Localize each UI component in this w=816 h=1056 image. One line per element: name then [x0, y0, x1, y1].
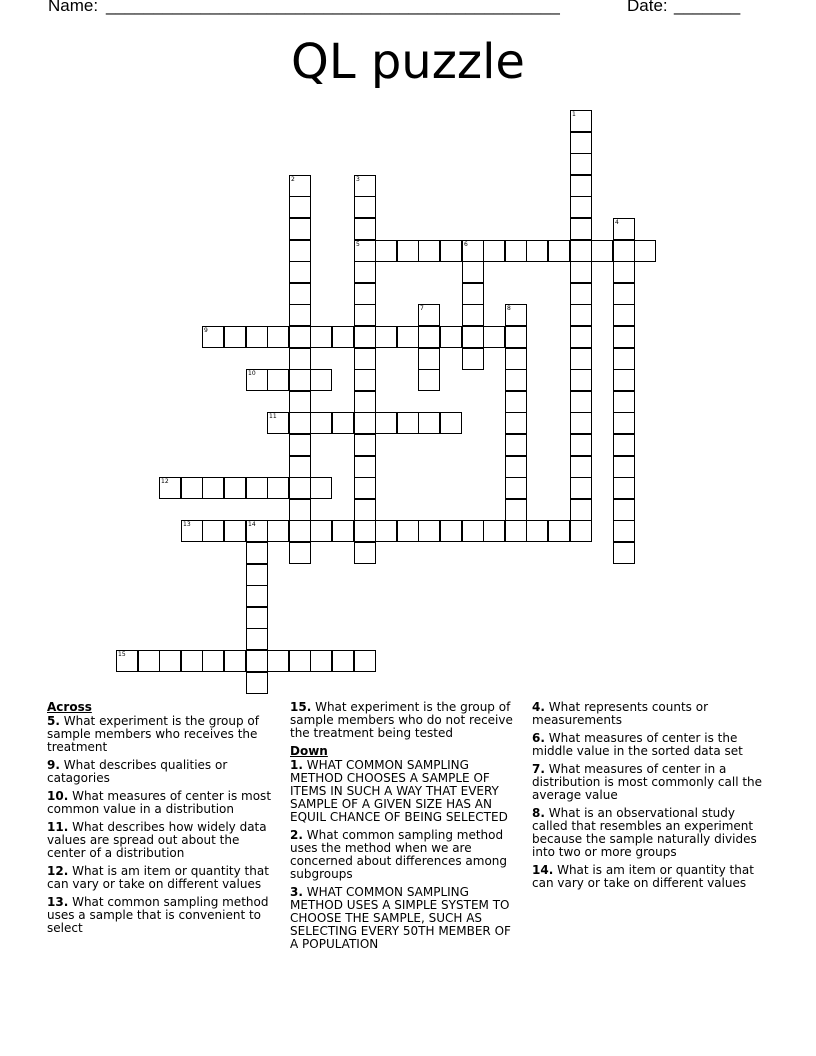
crossword-cell[interactable] — [375, 520, 397, 542]
crossword-cell[interactable] — [310, 650, 332, 672]
crossword-cell[interactable] — [246, 520, 268, 542]
crossword-cell[interactable] — [418, 240, 440, 262]
clue-text: What experiment is the group of sample members who do not receive the treatment being tested — [290, 700, 513, 740]
crossword-cell[interactable] — [505, 326, 527, 348]
crossword-cell[interactable] — [505, 477, 527, 499]
crossword-cell[interactable] — [354, 520, 376, 542]
crossword-cell[interactable] — [181, 650, 203, 672]
clue-text: What is an observational study called that resembles an experiment because the sample naturally divides into two or more groups — [532, 806, 757, 859]
clue-down-2 — [290, 829, 520, 881]
crossword-cell[interactable] — [570, 434, 592, 456]
clue-number: 14. — [532, 863, 554, 877]
clue-text: What common sampling method uses a sample that is convenient to select — [47, 895, 269, 935]
crossword-cell[interactable] — [246, 585, 268, 607]
clue-text: What measures of center in a distribution is most commonly call the average value — [532, 762, 763, 802]
crossword-cell[interactable] — [332, 520, 354, 542]
crossword-cell[interactable] — [613, 477, 635, 499]
crossword-cell[interactable] — [440, 240, 462, 262]
clue-number: 11. — [47, 820, 69, 834]
date-label: Date: — [627, 0, 668, 15]
crossword-cell[interactable] — [224, 650, 246, 672]
crossword-cell[interactable] — [354, 261, 376, 283]
clue-text: What describes how widely data values are spread out about the center of a distribution — [47, 820, 267, 860]
crossword-cell[interactable] — [397, 412, 419, 434]
crossword-cell[interactable] — [505, 412, 527, 434]
clue-text: What measures of center is most common value in a distribution — [47, 789, 272, 816]
crossword-cell[interactable] — [354, 650, 376, 672]
clue-number-label: 6 — [464, 241, 468, 248]
crossword-cell[interactable] — [246, 369, 268, 391]
clue-across-15 — [290, 701, 520, 740]
crossword-cell[interactable] — [505, 304, 527, 326]
crossword-cell[interactable] — [613, 261, 635, 283]
crossword-cell[interactable] — [505, 348, 527, 370]
crossword-cell[interactable] — [289, 412, 311, 434]
clue-number: 6. — [532, 731, 545, 745]
clue-across-10 — [47, 790, 275, 816]
crossword-cell[interactable] — [440, 412, 462, 434]
crossword-cell[interactable] — [570, 369, 592, 391]
clue-number: 15. — [290, 700, 312, 714]
crossword-cell[interactable] — [289, 520, 311, 542]
crossword-cell[interactable] — [462, 520, 484, 542]
crossword-cell[interactable] — [202, 650, 224, 672]
crossword-cell[interactable] — [505, 520, 527, 542]
crossword-cell[interactable] — [354, 412, 376, 434]
crossword-cell[interactable] — [267, 326, 289, 348]
crossword-cell[interactable] — [289, 196, 311, 218]
crossword-cell[interactable] — [418, 369, 440, 391]
clue-number: 13. — [47, 895, 69, 909]
crossword-cell[interactable] — [397, 240, 419, 262]
crossword-cell[interactable] — [289, 456, 311, 478]
crossword-cell[interactable] — [181, 477, 203, 499]
crossword-cell[interactable] — [159, 477, 181, 499]
clue-down-1 — [290, 759, 520, 824]
clue-number: 8. — [532, 806, 545, 820]
crossword-cell[interactable] — [418, 520, 440, 542]
crossword-cell[interactable] — [267, 477, 289, 499]
clue-number: 4. — [532, 700, 545, 714]
crossword-cell[interactable] — [570, 499, 592, 521]
crossword-cell[interactable] — [570, 261, 592, 283]
crossword-cell[interactable] — [354, 240, 376, 262]
clue-across-5 — [47, 715, 275, 754]
clue-text: WHAT COMMON SAMPLING METHOD USES A SIMPLE SYSTEM TO CHOOSE THE SAMPLE, SUCH AS SELECTING EVERY 50TH MEMBER OF A POPULATION — [290, 885, 511, 951]
crossword-cell[interactable] — [570, 153, 592, 175]
date-blank: _______ — [674, 0, 741, 15]
clue-column-1 — [47, 701, 275, 940]
clue-number: 5. — [47, 714, 60, 728]
clue-number: 12. — [47, 864, 69, 878]
clue-section-heading: Across — [47, 700, 92, 714]
name-label: Name: — [48, 0, 99, 15]
crossword-cell[interactable] — [310, 520, 332, 542]
crossword-cell[interactable] — [267, 369, 289, 391]
crossword-cell[interactable] — [613, 499, 635, 521]
crossword-cell[interactable] — [613, 304, 635, 326]
crossword-cell[interactable] — [267, 520, 289, 542]
crossword-cell[interactable] — [138, 650, 160, 672]
clue-number-label: 5 — [356, 241, 360, 248]
crossword-cell[interactable] — [354, 304, 376, 326]
crossword-cell[interactable] — [246, 607, 268, 629]
crossword-cell[interactable] — [289, 650, 311, 672]
clue-column-3 — [532, 701, 772, 895]
clue-number-label: 13 — [183, 521, 191, 528]
crossword-cell[interactable] — [505, 391, 527, 413]
clue-number-label: 10 — [248, 370, 256, 377]
crossword-cell[interactable] — [548, 520, 570, 542]
crossword-cell[interactable] — [418, 348, 440, 370]
crossword-cell[interactable] — [548, 240, 570, 262]
crossword-cell[interactable] — [570, 132, 592, 154]
crossword-cell[interactable] — [354, 196, 376, 218]
clue-text: What measures of center is the middle value in the sorted data set — [532, 731, 743, 758]
crossword-cell[interactable] — [505, 240, 527, 262]
crossword-cell[interactable] — [591, 240, 613, 262]
crossword-cell[interactable] — [613, 283, 635, 305]
clue-number-label: 9 — [204, 327, 208, 334]
crossword-cell[interactable] — [289, 326, 311, 348]
crossword-cell[interactable] — [354, 175, 376, 197]
crossword-cell[interactable] — [224, 520, 246, 542]
crossword-cell[interactable] — [526, 240, 548, 262]
crossword-cell[interactable] — [570, 175, 592, 197]
crossword-cell[interactable] — [483, 240, 505, 262]
clue-number-label: 7 — [420, 305, 424, 312]
crossword-cell[interactable] — [462, 283, 484, 305]
crossword-cell[interactable] — [289, 304, 311, 326]
crossword-cell[interactable] — [332, 650, 354, 672]
crossword-cell[interactable] — [613, 369, 635, 391]
crossword-cell[interactable] — [354, 369, 376, 391]
crossword-cell[interactable] — [332, 412, 354, 434]
clue-down-4 — [532, 701, 772, 727]
crossword-cell[interactable] — [310, 477, 332, 499]
clue-number-label: 1 — [572, 111, 576, 118]
crossword-cell[interactable] — [246, 650, 268, 672]
crossword-cell[interactable] — [613, 218, 635, 240]
crossword-cell[interactable] — [613, 520, 635, 542]
crossword-cell[interactable] — [462, 348, 484, 370]
crossword-cell[interactable] — [634, 240, 656, 262]
clue-number: 1. — [290, 758, 303, 772]
clue-number-label: 14 — [248, 521, 256, 528]
crossword-cell[interactable] — [224, 477, 246, 499]
crossword-cell[interactable] — [613, 434, 635, 456]
crossword-cell[interactable] — [354, 348, 376, 370]
clue-across-11 — [47, 821, 275, 860]
crossword-cell[interactable] — [483, 520, 505, 542]
crossword-cell[interactable] — [354, 326, 376, 348]
crossword-cell[interactable] — [289, 391, 311, 413]
crossword-cell[interactable] — [613, 326, 635, 348]
clue-number-label: 8 — [507, 305, 511, 312]
crossword-cell[interactable] — [310, 412, 332, 434]
crossword-cell[interactable] — [267, 650, 289, 672]
crossword-cell[interactable] — [289, 434, 311, 456]
crossword-cell[interactable] — [462, 261, 484, 283]
crossword-cell[interactable] — [246, 542, 268, 564]
crossword-cell[interactable] — [181, 520, 203, 542]
crossword-cell[interactable] — [613, 412, 635, 434]
crossword-cell[interactable] — [267, 412, 289, 434]
crossword-cell[interactable] — [289, 499, 311, 521]
clue-text: What is am item or quantity that can vary or take on different values — [47, 864, 269, 891]
crossword-cell[interactable] — [462, 326, 484, 348]
clue-number: 7. — [532, 762, 545, 776]
crossword-cell[interactable] — [570, 283, 592, 305]
crossword-cell[interactable] — [505, 434, 527, 456]
crossword-cell[interactable] — [246, 564, 268, 586]
crossword-cell[interactable] — [570, 240, 592, 262]
clue-number-label: 12 — [161, 478, 169, 485]
crossword-cell[interactable] — [570, 348, 592, 370]
clue-down-3 — [290, 886, 520, 951]
clue-down-7 — [532, 763, 772, 802]
crossword-cell[interactable] — [289, 283, 311, 305]
crossword-cell[interactable] — [246, 672, 268, 694]
crossword-cell[interactable] — [570, 326, 592, 348]
crossword-cell[interactable] — [202, 520, 224, 542]
clue-text: What is am item or quantity that can vary or take on different values — [532, 863, 754, 890]
clue-number: 3. — [290, 885, 303, 899]
crossword-cell[interactable] — [375, 326, 397, 348]
clue-number-label: 3 — [356, 176, 360, 183]
crossword-cell[interactable] — [613, 391, 635, 413]
crossword-cell[interactable] — [289, 240, 311, 262]
crossword-cell[interactable] — [332, 326, 354, 348]
crossword-cell[interactable] — [462, 240, 484, 262]
crossword-cell[interactable] — [505, 456, 527, 478]
crossword-cell[interactable] — [570, 520, 592, 542]
crossword-cell[interactable] — [310, 326, 332, 348]
crossword-cell[interactable] — [354, 477, 376, 499]
crossword-cell[interactable] — [613, 456, 635, 478]
crossword-cell[interactable] — [289, 369, 311, 391]
crossword-cell[interactable] — [116, 650, 138, 672]
crossword-cell[interactable] — [570, 218, 592, 240]
crossword-cell[interactable] — [505, 369, 527, 391]
crossword-cell[interactable] — [354, 542, 376, 564]
crossword-cell[interactable] — [246, 628, 268, 650]
crossword-cell[interactable] — [375, 240, 397, 262]
crossword-cell[interactable] — [613, 542, 635, 564]
crossword-cell[interactable] — [462, 304, 484, 326]
crossword-cell[interactable] — [202, 477, 224, 499]
clue-down-8 — [532, 807, 772, 859]
crossword-cell[interactable] — [483, 326, 505, 348]
clue-across-13 — [47, 896, 275, 935]
crossword-cell[interactable] — [246, 326, 268, 348]
crossword-cell[interactable] — [224, 326, 246, 348]
clue-down-6 — [532, 732, 772, 758]
crossword-cell[interactable] — [570, 196, 592, 218]
crossword-cell[interactable] — [289, 175, 311, 197]
crossword-cell[interactable] — [570, 412, 592, 434]
crossword-cell[interactable] — [570, 477, 592, 499]
crossword-cell[interactable] — [570, 391, 592, 413]
clue-text: What experiment is the group of sample members who receives the treatment — [47, 714, 259, 754]
clue-down-14 — [532, 864, 772, 890]
clue-number-label: 11 — [269, 413, 277, 420]
clue-number: 10. — [47, 789, 69, 803]
clue-column-2 — [290, 701, 520, 956]
crossword-cell[interactable] — [310, 369, 332, 391]
crossword-cell[interactable] — [613, 240, 635, 262]
crossword-cell[interactable] — [570, 304, 592, 326]
crossword-cell[interactable] — [440, 326, 462, 348]
crossword-cell[interactable] — [246, 477, 268, 499]
clue-across-9 — [47, 759, 275, 785]
clue-text: WHAT COMMON SAMPLING METHOD CHOOSES A SAMPLE OF ITEMS IN SUCH A WAY THAT EVERY SAMPLE OF A GIVEN SIZE HAS AN EQUIL CHANCE OF BEING SELECTED — [290, 758, 508, 824]
crossword-cell[interactable] — [289, 218, 311, 240]
clue-across-12 — [47, 865, 275, 891]
crossword-cell[interactable] — [289, 261, 311, 283]
clue-text: What represents counts or measurements — [532, 700, 709, 727]
clue-text: What common sampling method uses the method when we are concerned about differences among subgroups — [290, 828, 508, 881]
crossword-cell[interactable] — [289, 348, 311, 370]
crossword-cell[interactable] — [354, 499, 376, 521]
clue-section-heading: Down — [290, 744, 328, 758]
crossword-cell[interactable] — [418, 412, 440, 434]
name-blank: ________________________________________________ — [106, 0, 560, 15]
clue-text: What describes qualities or catagories — [47, 758, 228, 785]
crossword-cell[interactable] — [354, 456, 376, 478]
crossword-cell[interactable] — [613, 348, 635, 370]
crossword-cell[interactable] — [375, 412, 397, 434]
crossword-cell[interactable] — [354, 283, 376, 305]
crossword-cell[interactable] — [418, 304, 440, 326]
clue-number-label: 15 — [118, 651, 126, 658]
clue-number-label: 2 — [291, 176, 295, 183]
crossword-cell[interactable] — [505, 499, 527, 521]
crossword-cell[interactable] — [397, 326, 419, 348]
puzzle-title: QL puzzle — [291, 34, 525, 90]
crossword-cell[interactable] — [397, 520, 419, 542]
crossword-cell[interactable] — [526, 520, 548, 542]
crossword-cell[interactable] — [570, 456, 592, 478]
crossword-cell[interactable] — [440, 520, 462, 542]
clue-number: 9. — [47, 758, 60, 772]
crossword-cell[interactable] — [289, 477, 311, 499]
crossword-cell[interactable] — [202, 326, 224, 348]
crossword-cell[interactable] — [159, 650, 181, 672]
crossword-cell[interactable] — [570, 110, 592, 132]
crossword-cell[interactable] — [354, 434, 376, 456]
crossword-cell[interactable] — [354, 391, 376, 413]
clue-number: 2. — [290, 828, 303, 842]
crossword-cell[interactable] — [289, 542, 311, 564]
crossword-cell[interactable] — [354, 218, 376, 240]
crossword-cell[interactable] — [418, 326, 440, 348]
clue-number-label: 4 — [615, 219, 619, 226]
